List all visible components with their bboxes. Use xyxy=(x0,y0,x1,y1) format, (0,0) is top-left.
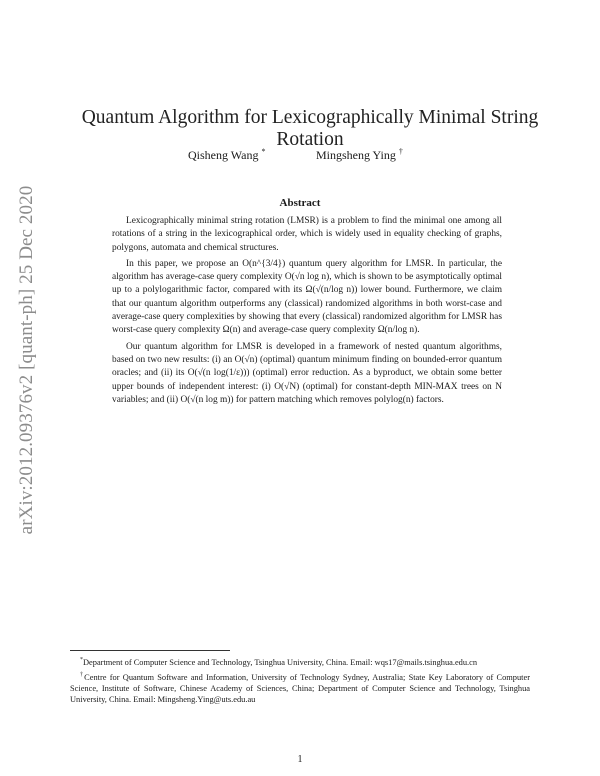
page-number: 1 xyxy=(297,754,303,765)
abstract-body xyxy=(112,215,502,410)
abstract-paragraph-3: Our quantum algorithm for LMSR is developed in a framework of nested quantum algorithms, based on two new results: (i) an O(√n) (optimal) quantum minimum finding on bounded-error quantum oracles; and (ii) its O(√(n log(1/ε))) (optimal) error reduction. As a byproduct, we obtain some better upper bounds of independent interest: (i) O(√N) (optimal) for constant-depth MIN-MAX trees on N variables; and (ii) O(√(n log m)) for pattern matching which removes polylog(n) factors. xyxy=(112,341,502,405)
author-1 xyxy=(188,147,265,163)
footnote-2 xyxy=(70,670,530,705)
arxiv-identifier xyxy=(9,170,45,550)
author-1-name: Qisheng Wang xyxy=(188,148,259,162)
abstract-paragraph-2: In this paper, we propose an O(n^{3/4}) quantum query algorithm for LMSR. In particular, the algorithm has average-case query complexity O(√n log n), which is shown to be asymptotically optimal up to a polylogarithmic factor, compared with its Ω(√(n/log n)) lower bound. Furthermore, we claim that our quantum algorithm outperforms any (classical) randomized algorithms in both worst-case and average-case query complexities by showing that every (classical) randomized algorithm for LMSR has worst-case query complexity Ω(n) and average-case query complexity Ω(n/log n). xyxy=(112,258,502,336)
footnote-1-mark: * xyxy=(80,657,83,663)
author-2-name: Mingsheng Ying xyxy=(316,148,396,162)
footnote-1-text: Department of Computer Science and Technology, Tsinghua University, China. Email: wqs17@mails.tsinghua.edu.cn xyxy=(83,657,478,667)
arxiv-identifier-text: arXiv:2012.09376v2 [quant-ph] 25 Dec 2020 xyxy=(16,185,37,535)
footnote-rule xyxy=(70,650,230,651)
footnotes xyxy=(70,655,530,707)
author-2-mark: † xyxy=(398,147,403,156)
footnote-2-text: Centre for Quantum Software and Information, University of Technology Sydney, Australia; State Key Laboratory of Computer Science, Institute of Software, Chinese Academy of Sciences, China; Department of Computer Science and Technology, Tsinghua University, China. Email: Mingsheng.Ying@uts.edu.au xyxy=(70,672,531,705)
footnote-1 xyxy=(70,655,530,668)
paper-title: Quantum Algorithm for Lexicographically Minimal String Rotation xyxy=(81,107,539,150)
author-1-mark: * xyxy=(261,147,266,156)
author-2 xyxy=(316,147,403,163)
footnote-2-mark: † xyxy=(80,672,85,678)
abstract-paragraph-1: Lexicographically minimal string rotation (LMSR) is a problem to find the minimal one among all rotations of a string in the lexicographical order, which is widely used in equality checking of graphs, polygons, automata and chemical structures. xyxy=(112,216,502,253)
abstract-heading: Abstract xyxy=(279,197,321,209)
